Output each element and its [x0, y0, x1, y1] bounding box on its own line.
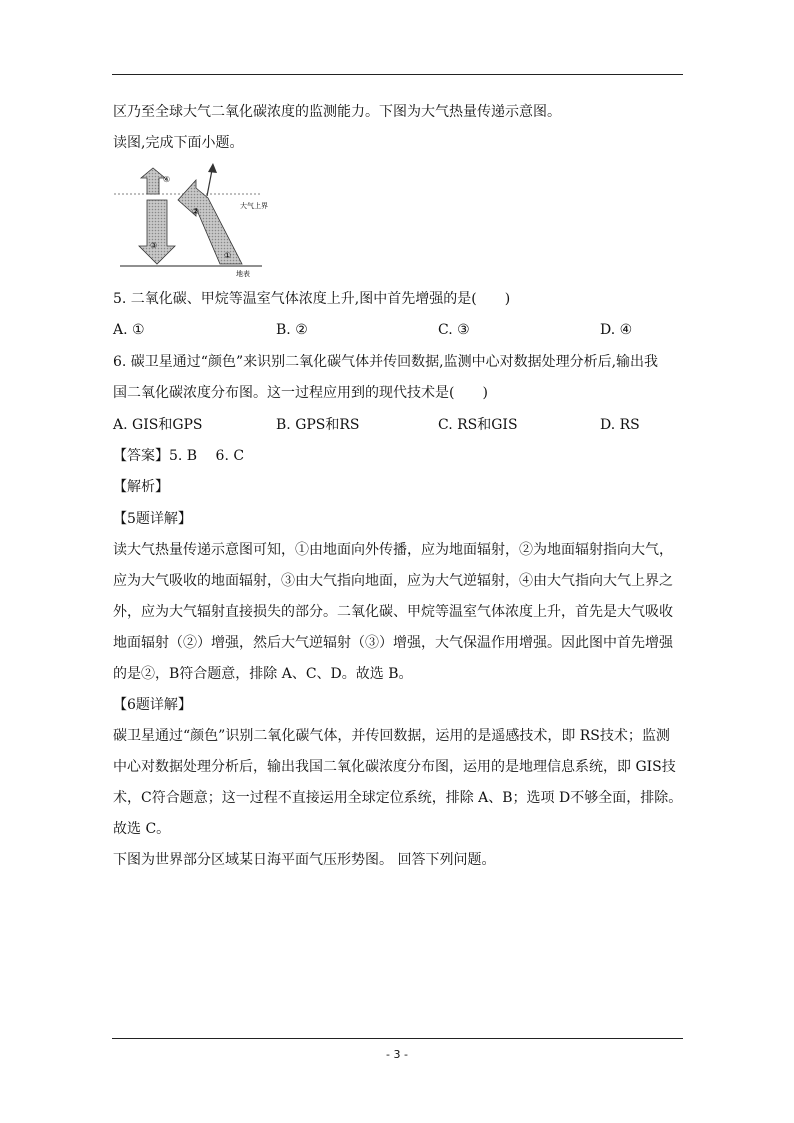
escape-arrow: [207, 170, 212, 196]
q6-detail-line-1: 碳卫星通过“颜色”识别二氧化碳气体，并传回数据，运用的是遥感技术，即 RS技术；监测: [113, 728, 670, 744]
intro-line-1: 区乃至全球大气二氧化碳浓度的监测能力。下图为大气热量传递示意图。: [113, 104, 561, 120]
marker-4: ④: [163, 175, 171, 184]
marker-3: ③: [150, 241, 158, 250]
footer-rule: [112, 1038, 683, 1039]
q6-detail-line-4: 故选 C。: [113, 821, 171, 837]
answer-line: 【答案】5. B 6. C: [113, 448, 245, 464]
label-atmosphere-top: 大气上界: [240, 202, 268, 210]
header-rule: [112, 74, 683, 75]
q6-option-b: B. GPS和RS: [276, 417, 360, 433]
q6-detail-heading: 【6题详解】: [113, 697, 192, 713]
arrow-3: [139, 200, 175, 264]
q5-option-c: C. ③: [438, 322, 470, 338]
q6-detail-line-3: 术，C符合题意；这一过程不直接运用全球定位系统，排除 A、B；选项 D不够全面，排除。: [113, 790, 683, 806]
q5-detail-line-1: 读大气热量传递示意图可知，①由地面向外传播，应为地面辐射，②为地面辐射指向大气，: [113, 542, 673, 558]
q6-option-a: A. GIS和GPS: [113, 417, 203, 433]
q5-option-b: B. ②: [276, 322, 308, 338]
q6-stem-line-1: 6. 碳卫星通过“颜色”来识别二氧化碳气体并传回数据,监测中心对数据处理分析后,输出我: [113, 354, 659, 370]
q6-option-d: D. RS: [600, 417, 640, 433]
q5-detail-line-3: 外，应为大气辐射直接损失的部分。二氧化碳、甲烷等温室气体浓度上升，首先是大气吸收: [113, 604, 673, 620]
marker-2: ②: [192, 207, 200, 216]
q6-detail-line-2: 中心对数据处理分析后，输出我国二氧化碳浓度分布图，运用的是地理信息系统，即 GIS技: [113, 759, 676, 775]
label-ground: 地表: [236, 270, 250, 278]
intro-line-2: 读图,完成下面小题。: [113, 135, 244, 151]
marker-1: ①: [224, 251, 232, 260]
arrow-4: [141, 168, 165, 194]
atmosphere-heat-diagram: [112, 160, 272, 280]
q5-option-a: A. ①: [113, 322, 145, 338]
next-question-intro: 下图为世界部分区域某日海平面气压形势图。 回答下列问题。: [113, 852, 496, 868]
q5-detail-line-2: 应为大气吸收的地面辐射，③由大气指向地面，应为大气逆辐射，④由大气指向大气上界之: [113, 573, 673, 589]
q6-option-c: C. RS和GIS: [438, 417, 518, 433]
analysis-heading: 【解析】: [113, 479, 169, 495]
escape-arrowhead: [208, 163, 217, 173]
arrow-1-2: [178, 180, 242, 264]
q5-detail-line-5: 的是②，B符合题意，排除 A、C、D。故选 B。: [113, 666, 413, 682]
q6-stem-line-2: 国二氧化碳浓度分布图。这一过程应用到的现代技术是( ): [113, 385, 488, 401]
q5-detail-heading: 【5题详解】: [113, 511, 192, 527]
q5-stem: 5. 二氧化碳、甲烷等温室气体浓度上升,图中首先增强的是( ): [113, 291, 511, 307]
q5-option-d: D. ④: [600, 322, 633, 338]
q5-detail-line-4: 地面辐射（②）增强，然后大气逆辐射（③）增强，大气保温作用增强。因此图中首先增强: [113, 635, 673, 651]
page-number: - 3 -: [386, 1048, 408, 1061]
